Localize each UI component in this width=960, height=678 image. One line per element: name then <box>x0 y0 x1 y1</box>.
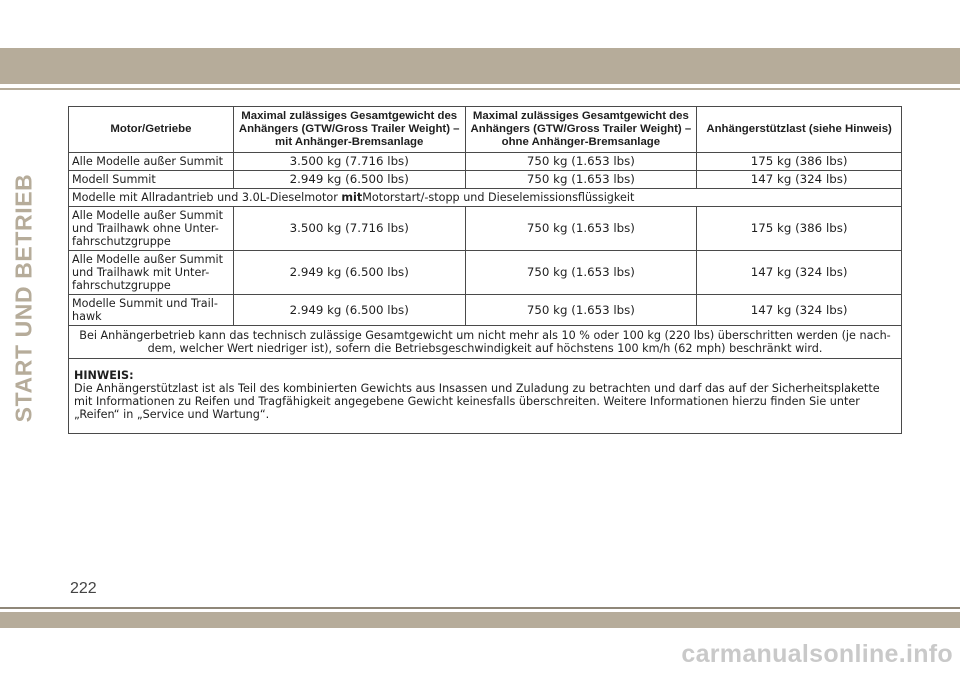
table-row <box>69 153 902 171</box>
hinweis-text: Die Anhängerstützlast ist als Teil des kombinierten Gewichts aus Insassen und Zuladung zu betrachten und darf das auf der Sicherheitsplakette mit Informationen zu Reifen und Tragfähigkeit angegebene Gewicht keinesfalls überschreiten. Weitere Informationen hierzu finden Sie unter „Reifen“ in „Service und Wartung“. <box>74 382 880 421</box>
cell-gtw-with-brakes: 2.949 kg (6.500 lbs) <box>233 171 465 189</box>
cell-gtw-without-brakes: 750 kg (1.653 lbs) <box>465 171 697 189</box>
header-tongue-weight: Anhängerstützlast (siehe Hinweis) <box>697 107 902 153</box>
cell-tongue-weight: 175 kg (386 lbs) <box>697 153 902 171</box>
cell-model: Modelle Summit und Trail-hawk <box>69 295 234 326</box>
cell-tongue-weight: 147 kg (324 lbs) <box>697 251 902 295</box>
cell-tongue-weight: 175 kg (386 lbs) <box>697 207 902 251</box>
watermark: carmanualsonline.info <box>681 640 953 668</box>
table-header-row <box>69 107 902 153</box>
hinweis-box <box>69 359 902 434</box>
hinweis-row <box>69 359 902 434</box>
towing-capacity-table <box>68 106 902 434</box>
cell-gtw-without-brakes: 750 kg (1.653 lbs) <box>465 295 697 326</box>
section-side-title-text: START UND BETRIEB <box>10 173 37 423</box>
table-row <box>69 295 902 326</box>
section-heading-pre: Modelle mit Allradantrieb und 3.0L-Dieselmotor <box>72 191 342 204</box>
cell-model: Alle Modelle außer Summit und Trailhawk mit Unter-fahrschutzgruppe <box>69 251 234 295</box>
cell-model: Modell Summit <box>69 171 234 189</box>
trailer-note-row <box>69 326 902 359</box>
section-heading-bold: mit <box>341 191 363 204</box>
header-rule <box>0 88 960 90</box>
table-row <box>69 207 902 251</box>
footer-band <box>0 612 960 628</box>
hinweis-title: HINWEIS: <box>74 369 134 382</box>
cell-gtw-without-brakes: 750 kg (1.653 lbs) <box>465 251 697 295</box>
table-row <box>69 251 902 295</box>
cell-model: Alle Modelle außer Summit und Trailhawk ohne Unter-fahrschutzgruppe <box>69 207 234 251</box>
cell-gtw-with-brakes: 3.500 kg (7.716 lbs) <box>233 153 465 171</box>
cell-tongue-weight: 147 kg (324 lbs) <box>697 295 902 326</box>
footer-rule <box>0 607 960 609</box>
table-row <box>69 171 902 189</box>
section-heading-row <box>69 189 902 207</box>
cell-gtw-without-brakes: 750 kg (1.653 lbs) <box>465 207 697 251</box>
cell-gtw-with-brakes: 2.949 kg (6.500 lbs) <box>233 295 465 326</box>
header-band <box>0 48 960 84</box>
header-engine: Motor/Getriebe <box>69 107 234 153</box>
cell-gtw-without-brakes: 750 kg (1.653 lbs) <box>465 153 697 171</box>
header-gtw-with-brakes: Maximal zulässiges Gesamtgewicht des Anhängers (GTW/Gross Trailer Weight) – mit Anhänger-Bremsanlage <box>233 107 465 153</box>
page-number: 222 <box>70 580 97 597</box>
cell-gtw-with-brakes: 3.500 kg (7.716 lbs) <box>233 207 465 251</box>
cell-tongue-weight: 147 kg (324 lbs) <box>697 171 902 189</box>
header-gtw-without-brakes: Maximal zulässiges Gesamtgewicht des Anhängers (GTW/Gross Trailer Weight) – ohne Anhänger-Bremsanlage <box>465 107 697 153</box>
section-heading <box>69 189 902 207</box>
cell-gtw-with-brakes: 2.949 kg (6.500 lbs) <box>233 251 465 295</box>
section-heading-post: Motorstart/-stopp und Dieselemissionsflüssigkeit <box>362 191 635 204</box>
trailer-note: Bei Anhängerbetrieb kann das technisch zulässige Gesamtgewicht um nicht mehr als 10 % oder 100 kg (220 lbs) überschritten werden (je nach-dem, welcher Wert niedriger ist), sofern die Betriebsgeschwindigkeit auf höchstens 100 km/h (62 mph) beschränkt wird. <box>69 326 902 359</box>
cell-model: Alle Modelle außer Summit <box>69 153 234 171</box>
